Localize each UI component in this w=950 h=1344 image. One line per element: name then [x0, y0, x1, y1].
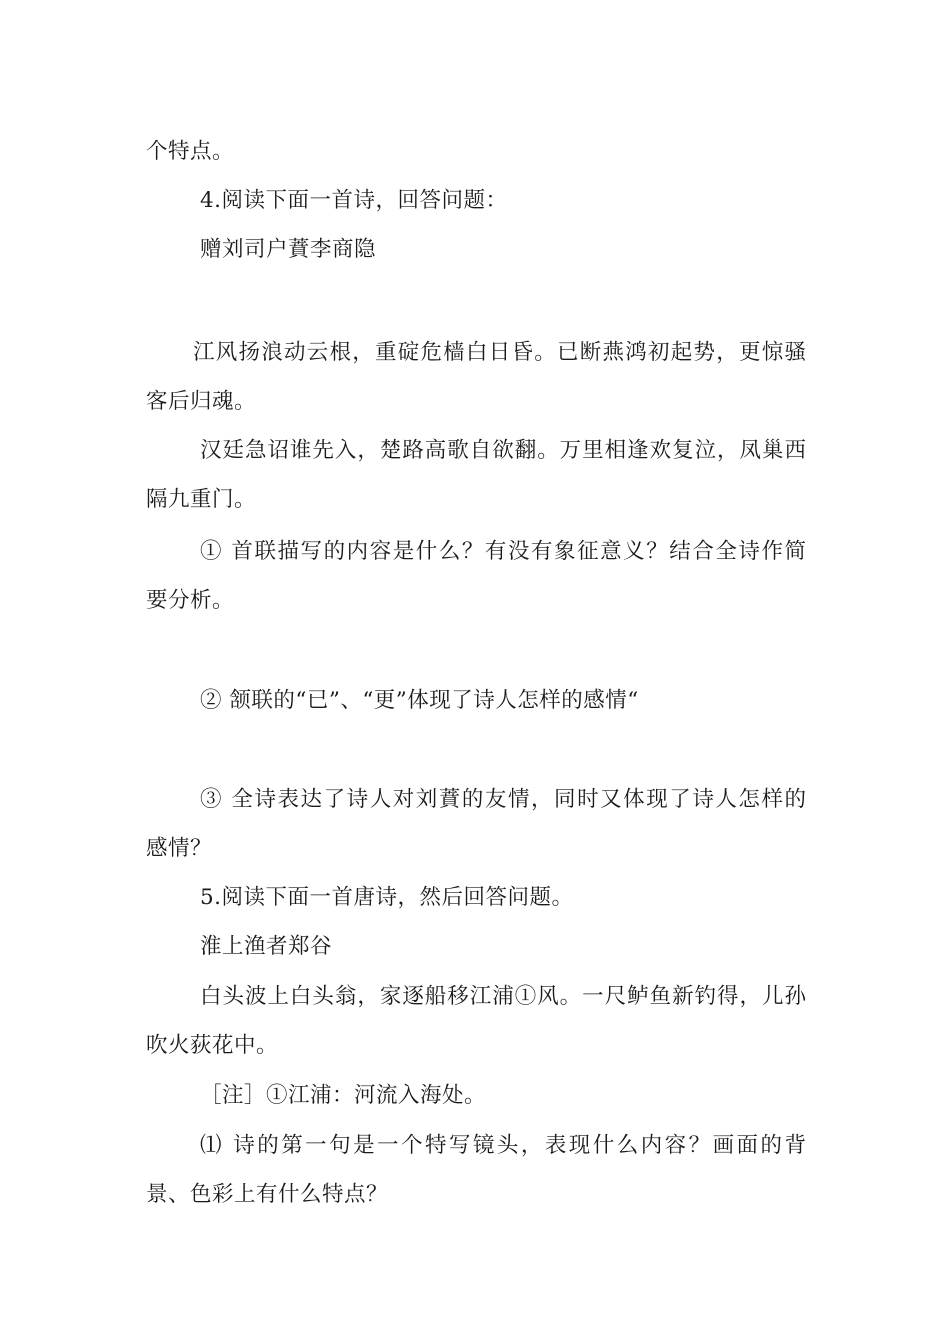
question-5-1: ⑴ 诗的第一句是一个特写镜头，表现什么内容？画面的背	[200, 1133, 806, 1158]
question-4-2: ② 颔联的“已”、“更”体现了诗人怎样的感情“	[200, 688, 639, 713]
poem-2-line-1-wrap: 吹火荻花中。	[146, 1033, 279, 1058]
question-4-3: ③ 全诗表达了诗人对刘蕡的友情，同时又体现了诗人怎样的	[200, 787, 806, 812]
poem-2-note: ［注］①江浦：河流入海处。	[200, 1083, 487, 1108]
question-4-3-wrap: 感情？	[146, 836, 213, 861]
poem-1-line-2: 汉廷急诏谁先入，楚路高歌自欲翻。万里相逢欢复泣，凤巢西	[200, 438, 806, 463]
poem-1-line-2-wrap: 隔九重门。	[146, 487, 257, 512]
question-4-heading: 4.阅读下面一首诗，回答问题：	[200, 188, 508, 213]
poem-1-line-1-wrap: 客后归魂。	[146, 389, 257, 414]
poem-1-title: 赠刘司户蕡李商隐	[200, 237, 377, 262]
poem-2-title: 淮上渔者郑谷	[200, 934, 333, 959]
text-line-continuation: 个特点。	[146, 139, 235, 164]
poem-1-line-1: 江风扬浪动云根，重碇危樯白日昏。已断燕鸿初起势，更惊骚	[193, 340, 806, 365]
question-4-1-wrap: 要分析。	[146, 588, 235, 613]
question-5-1-wrap: 景、色彩上有什么特点？	[146, 1182, 389, 1207]
poem-2-line-1: 白头波上白头翁，家逐船移江浦①风。一尺鲈鱼新钓得，儿孙	[200, 984, 806, 1009]
question-5-heading: 5.阅读下面一首唐诗，然后回答问题。	[200, 885, 574, 910]
question-4-1: ① 首联描写的内容是什么？有没有象征意义？结合全诗作简	[200, 539, 806, 564]
